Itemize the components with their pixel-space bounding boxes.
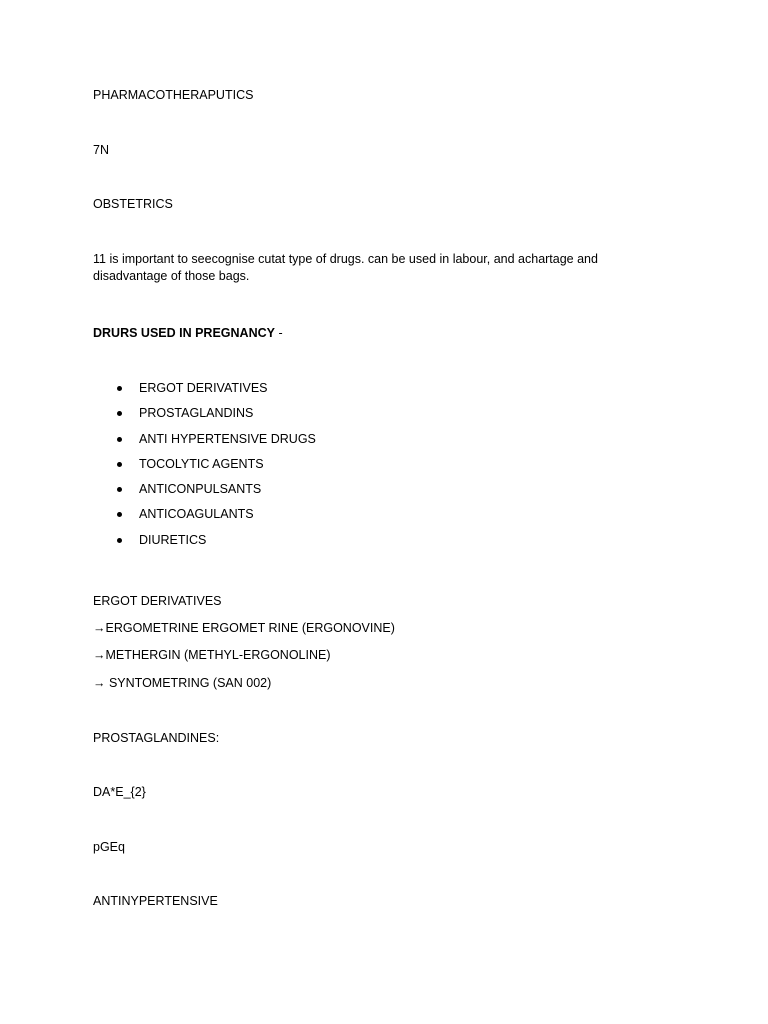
bullet-icon: [117, 512, 122, 517]
pg-line-1: DA*E_{2}: [93, 785, 146, 799]
antihypertensive-heading: ANTINYPERTENSIVE: [93, 894, 218, 908]
ergot-item: → SYNTOMETRING (SAN 002): [93, 676, 272, 690]
bullet-icon: [117, 538, 122, 543]
list-item-label: ANTICOAGULANTS: [139, 507, 254, 522]
list-item: [93, 431, 316, 456]
list-item: [93, 506, 316, 531]
prostaglandins-heading: PROSTAGLANDINES:: [93, 731, 220, 745]
list-item-label: ANTICONPULSANTS: [139, 482, 262, 497]
ergot-item: →ERGOMETRINE ERGOMET RINE (ERGONOVINE): [93, 621, 395, 635]
bullet-icon: [117, 487, 122, 492]
list-item: [93, 532, 316, 557]
list-item-label: TOCOLYTIC AGENTS: [139, 456, 264, 471]
bullet-icon: [117, 437, 122, 442]
ergot-item: →METHERGIN (METHYL-ERGONOLINE): [93, 648, 331, 662]
list-item: [93, 456, 316, 481]
intro-paragraph: 11 is important to seecognise cutat type of drugs. can be used in labour, and achartage and disadvantage of those bags.: [93, 252, 598, 283]
list-item-label: ERGOT DERIVATIVES: [139, 381, 268, 395]
document-title: PHARMACOTHERAPUTICS: [93, 88, 254, 102]
section-heading-line: [93, 325, 283, 342]
section-heading: DRURS USED IN PREGNANCY: [93, 326, 275, 340]
bullet-icon: [117, 386, 122, 391]
list-item-label: PROSTAGLANDINS: [139, 406, 254, 421]
ergot-heading: ERGOT DERIVATIVES: [93, 594, 222, 608]
drug-class-list: [93, 380, 316, 557]
list-item-label: ANTI HYPERTENSIVE DRUGS: [139, 431, 316, 446]
list-item-label: DIURETICS: [139, 532, 207, 547]
bullet-icon: [117, 462, 122, 467]
document-subject: OBSTETRICS: [93, 197, 173, 211]
document-code: 7N: [93, 143, 109, 157]
list-item: [93, 380, 316, 405]
list-item: [93, 481, 316, 506]
list-item: [93, 405, 316, 430]
section-heading-suffix: -: [274, 326, 283, 340]
bullet-icon: [117, 411, 122, 416]
pg-line-2: pGEq: [93, 840, 125, 854]
